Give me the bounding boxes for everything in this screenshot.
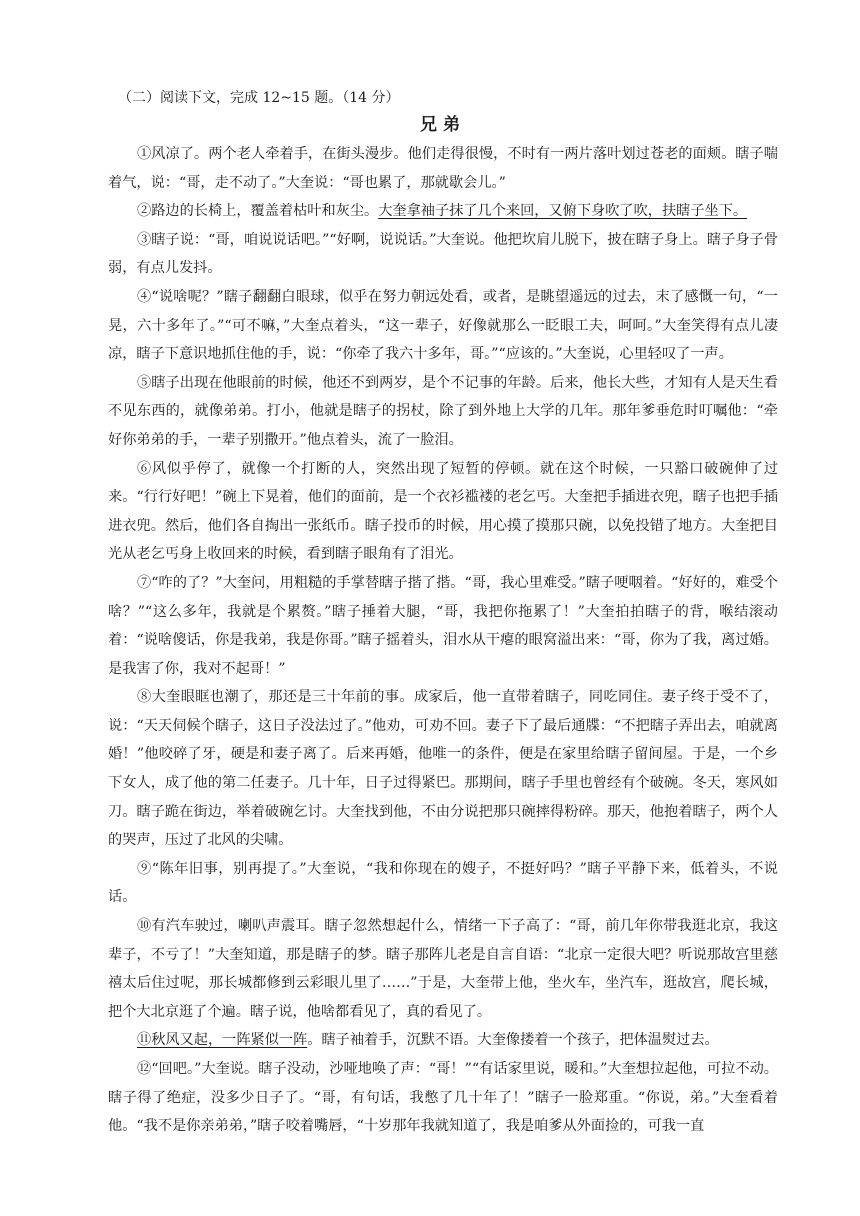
- underlined-sentence: ⑪秋风又起，一阵紧似一阵: [137, 1032, 308, 1049]
- paragraph-5: ⑤瞎子出现在他眼前的时候，他还不到两岁，是个不记事的年龄。后来，他长大些，才知有人是天生看不见东西的，就像弟弟。打小，他就是瞎子的拐杖，除了到外地上大学的几年。那年爹垂危时叮嘱他：“牵好你弟弟的手，一辈子别撒开。”他点着头，流了一脸泪。: [108, 374, 778, 448]
- question-header: （二）阅读下文，完成 12~15 题。（14 分）: [118, 90, 400, 106]
- article-title: 兄弟: [420, 115, 466, 135]
- paragraph-10: ⑩有汽车驶过，喇叭声震耳。瞎子忽然想起什么，情绪一下子高了：“哥，前几年你带我逛北京，我这辈子，不亏了！”大奎知道，那是瞎子的梦。瞎子那阵儿老是自言自语：“北京一定很大吧？听说那故宫里慈禧太后住过呢，那长城都修到云彩眼儿里了……”于是，大奎带上他，坐火车，坐汽车，逛故宫，爬长城，把个大北京逛了个遍。瞎子说，他啥都看见了，真的看见了。: [108, 918, 778, 1020]
- paragraph-7: ⑦“咋的了？”大奎问，用粗糙的手掌替瞎子揩了揩。“哥，我心里难受。”瞎子哽咽着。“好好的，难受个啥？”“这么多年，我就是个累赘。”瞎子捶着大腿，“哥，我把你拖累了！”大奎拍拍瞎子的背，喉结滚动着：“说啥傻话，你是我弟，我是你哥。”瞎子摇着头，泪水从干瘪的眼窝溢出来：“哥，你为了我，离过婚。是我害了你，我对不起哥！”: [108, 574, 778, 677]
- underlined-sentence: 大奎拿袖子抹了几个来回，又俯下身吹了吹，扶瞎子坐下。: [378, 203, 748, 220]
- paragraph-12: ⑫“回吧。”大奎说。瞎子没动，沙哑地唤了声：“哥！”“有话家里说，暖和。”大奎想拉起他，可拉不动。瞎子得了绝症，没多少日子了。“哥，有句话，我憋了几十年了！”瞎子一脸郑重。“你说，弟。”大奎看着他。“我不是你亲弟弟，”瞎子咬着嘴唇，“十岁那年我就知道了，我是咱爹从外面捡的，可我一直: [108, 1061, 778, 1135]
- paragraph-6: ⑥风似乎停了，就像一个打断的人，突然出现了短暂的停顿。就在这个时候，一只豁口破碗伸了过来。“行行好吧！”碗上下晃着，他们的面前，是一个衣衫褴褛的老乞丐。大奎把手插进衣兜，瞎子也把手插进衣兜。然后，他们各自掏出一张纸币。瞎子投币的时候，用心摸了摸那只碗，以免投错了地方。大奎把目光从老乞丐身上收回来的时候，看到瞎子眼角有了泪光。: [108, 460, 778, 563]
- document-page: [108, 84, 778, 1141]
- paragraph-8: ⑧大奎眼眶也潮了，那还是三十年前的事。成家后，他一直带着瞎子，同吃同住。妻子终于受不了，说：“天天伺候个瞎子，这日子没法过了。”他劝，可劝不回。妻子下了最后通牒：“不把瞎子弄出去，咱就离婚！”他咬碎了牙，硬是和妻子离了。后来再婚，他唯一的条件，便是在家里给瞎子留间屋。于是，一个乡下女人，成了他的第二任妻子。几十年，日子过得紧巴。那期间，瞎子手里也曾经有个破碗。冬天，寒风如刀。瞎子跪在街边，举着破碗乞讨。大奎找到他，不由分说把那只碗摔得粉碎。那天，他抱着瞎子，两个人的哭声，压过了北风的尖啸。: [108, 689, 778, 849]
- paragraph-4: ④“说啥呢？”瞎子翻翻白眼球，似乎在努力朝远处看，或者，是眺望遥远的过去，末了感慨一句，“一晃，六十多年了。”“可不嘛，”大奎点着头，“这一辈子，好像就那么一眨眼工夫，呵呵。”大奎笑得有点儿凄凉，瞎子下意识地抓住他的手，说：“你牵了我六十多年，哥。”“应该的。”大奎说，心里轻叹了一声。: [108, 288, 778, 363]
- paragraph-9: ⑨“陈年旧事，别再提了。”大奎说，“我和你现在的嫂子，不挺好吗？”瞎子平静下来，低着头，不说话。: [108, 860, 778, 906]
- paragraph-11: ⑪秋风又起，一阵紧似一阵。瞎子袖着手，沉默不语。大奎像搂着一个孩子，把体温熨过去。: [137, 1032, 719, 1049]
- paragraph-3: ③瞎子说：“哥，咱说说话吧。”“好啊，说说话。”大奎说。他把坎肩儿脱下，披在瞎子身上。瞎子身子骨弱，有点儿发抖。: [108, 231, 778, 277]
- paragraph-1: ①风凉了。两个老人牵着手，在街头漫步。他们走得很慢，不时有一两片落叶划过苍老的面颊。瞎子喘着气，说：“哥，走不动了。”大奎说：“哥也累了，那就歇会儿。”: [108, 146, 778, 191]
- paragraph-2: ②路边的长椅上，覆盖着枯叶和灰尘。大奎拿袖子抹了几个来回，又俯下身吹了吹，扶瞎子坐下。: [137, 203, 748, 220]
